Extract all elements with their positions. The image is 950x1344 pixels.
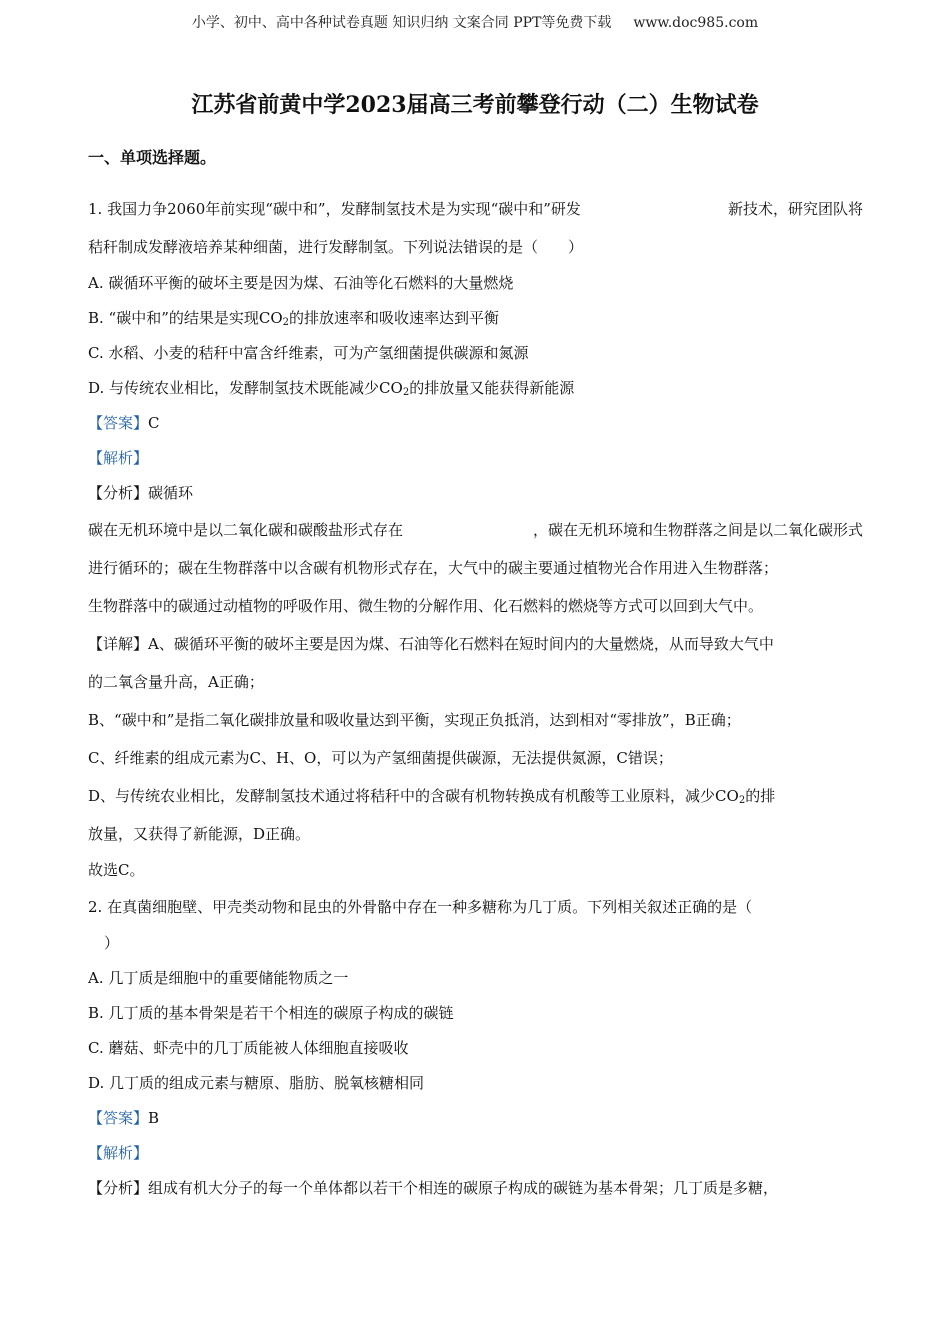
q1-para-part-b: ，碳在无机环境和生物群落之间是以二氧化碳形式 xyxy=(532,521,863,539)
q1-para-part-a: 碳在无机环境中是以二氧化碳和碳酸盐形式存在 xyxy=(88,521,404,539)
q1-detail-line2: 的二氧含量升高，A正确； xyxy=(88,673,264,691)
q2-fenxi xyxy=(88,1171,863,1206)
subscript: 2 xyxy=(402,387,410,398)
q1-option-d-post: 的排放量又能获得新能源 xyxy=(409,379,575,397)
page-title: 江苏省前黄中学2023届高三考前攀登行动（二）生物试卷 xyxy=(191,92,759,118)
q1-detail-line3: B、“碳中和”是指二氧化碳排放量和吸收量达到平衡，实现正负抵消，达到相对“零排放”，B正确； xyxy=(88,711,741,729)
q1-option-b-post: 的排放速率和吸收速率达到平衡 xyxy=(289,309,500,327)
q1-stem-part-a: 1. 我国力争2060年前实现“碳中和”，发酵制氢技术是为实现“碳中和”研发 xyxy=(88,200,581,218)
q1-detail-line4: C、纤维素的组成元素为C、H、O，可以为产氢细菌提供碳源，无法提供氮源，C错误； xyxy=(88,749,673,767)
fenxi-tag: 【分析】 xyxy=(88,1179,149,1197)
q1-detail-a: A、碳循环平衡的破坏主要是因为煤、石油等化石燃料在短时间内的大量燃烧，从而导致大气中 xyxy=(148,635,774,653)
q1-option-d-pre: D. 与传统农业相比，发酵制氢技术既能减少CO xyxy=(88,379,403,397)
q1-option-b xyxy=(88,301,863,336)
q1-stem-part-b: 新技术，研究团队将 xyxy=(727,200,863,218)
subscript: 2 xyxy=(282,317,290,328)
q1-para-line2: 进行循环的；碳在生物群落中以含碳有机物形式存在，大气中的碳主要通过植物光合作用进入生物群落； xyxy=(88,559,779,577)
header-text: 小学、初中、高中各种试卷真题 知识归纳 文案合同 PPT等免费下载 xyxy=(191,15,612,31)
q1-stem-line1 xyxy=(88,190,863,228)
q2-jiexi: 【解析】 xyxy=(88,1144,149,1162)
q1-para-line1 xyxy=(88,511,863,549)
fenxi-tag: 【分析】 xyxy=(88,484,149,502)
q2-option-d: D. 几丁质的组成元素与糖原、脂肪、脱氧核糖相同 xyxy=(88,1074,425,1092)
q2-answer xyxy=(88,1101,863,1136)
answer-tag: 【答案】 xyxy=(88,414,149,432)
q2-option-c: C. 蘑菇、虾壳中的几丁质能被人体细胞直接吸收 xyxy=(88,1039,409,1057)
q2-stem-line1: 2. 在真菌细胞壁、甲壳类动物和昆虫的外骨骼中存在一种多糖称为几丁质。下列相关叙述正确的是（ xyxy=(88,898,753,916)
page-header xyxy=(0,12,950,32)
q1-answer xyxy=(88,406,863,441)
answer-tag: 【答案】 xyxy=(88,1109,149,1127)
q1-stem-line2: 秸秆制成发酵液培养某种细菌，进行发酵制氢。下列说法错误的是（ ） xyxy=(88,238,584,256)
xiangjie-tag: 【详解】 xyxy=(88,635,149,653)
fenxi-text: 碳循环 xyxy=(148,484,194,502)
q1-jiexi: 【解析】 xyxy=(88,449,149,467)
q1-option-c: C. 水稻、小麦的秸秆中富含纤维素，可为产氢细菌提供碳源和氮源 xyxy=(88,344,529,362)
q1-fenxi xyxy=(88,476,863,511)
q1-detail-line1 xyxy=(88,625,863,663)
subscript: 2 xyxy=(738,795,746,806)
q1-detail-line5 xyxy=(88,777,863,815)
q2-option-b: B. 几丁质的基本骨架是若干个相连的碳原子构成的碳链 xyxy=(88,1004,454,1022)
q1-detail-d-pre: D、与传统农业相比，发酵制氢技术通过将秸秆中的含碳有机物转换成有机酸等工业原料，减少CO xyxy=(88,787,739,805)
q1-option-d xyxy=(88,371,863,406)
q2-stem-line2: ） xyxy=(104,934,120,952)
q2-option-a: A. 几丁质是细胞中的重要储能物质之一 xyxy=(88,969,349,987)
q1-para-line3: 生物群落中的碳通过动植物的呼吸作用、微生物的分解作用、化石燃料的燃烧等方式可以回到大气中。 xyxy=(88,597,764,615)
answer-value: C xyxy=(148,414,160,432)
q1-conclusion: 故选C。 xyxy=(88,861,145,879)
q1-option-a: A. 碳循环平衡的破坏主要是因为煤、石油等化石燃料的大量燃烧 xyxy=(88,274,514,292)
answer-value: B xyxy=(148,1109,160,1127)
document-body xyxy=(88,190,863,1206)
q1-detail-line6: 放量，又获得了新能源，D正确。 xyxy=(88,825,311,843)
q1-detail-d-post: 的排 xyxy=(745,787,776,805)
header-url[interactable]: www.doc985.com xyxy=(633,15,759,31)
q1-option-b-pre: B. “碳中和”的结果是实现CO xyxy=(88,309,283,327)
section-heading: 一、单项选择题。 xyxy=(88,148,217,167)
fenxi-text: 组成有机大分子的每一个单体都以若干个相连的碳原子构成的碳链为基本骨架；几丁质是多糖， xyxy=(148,1179,779,1197)
